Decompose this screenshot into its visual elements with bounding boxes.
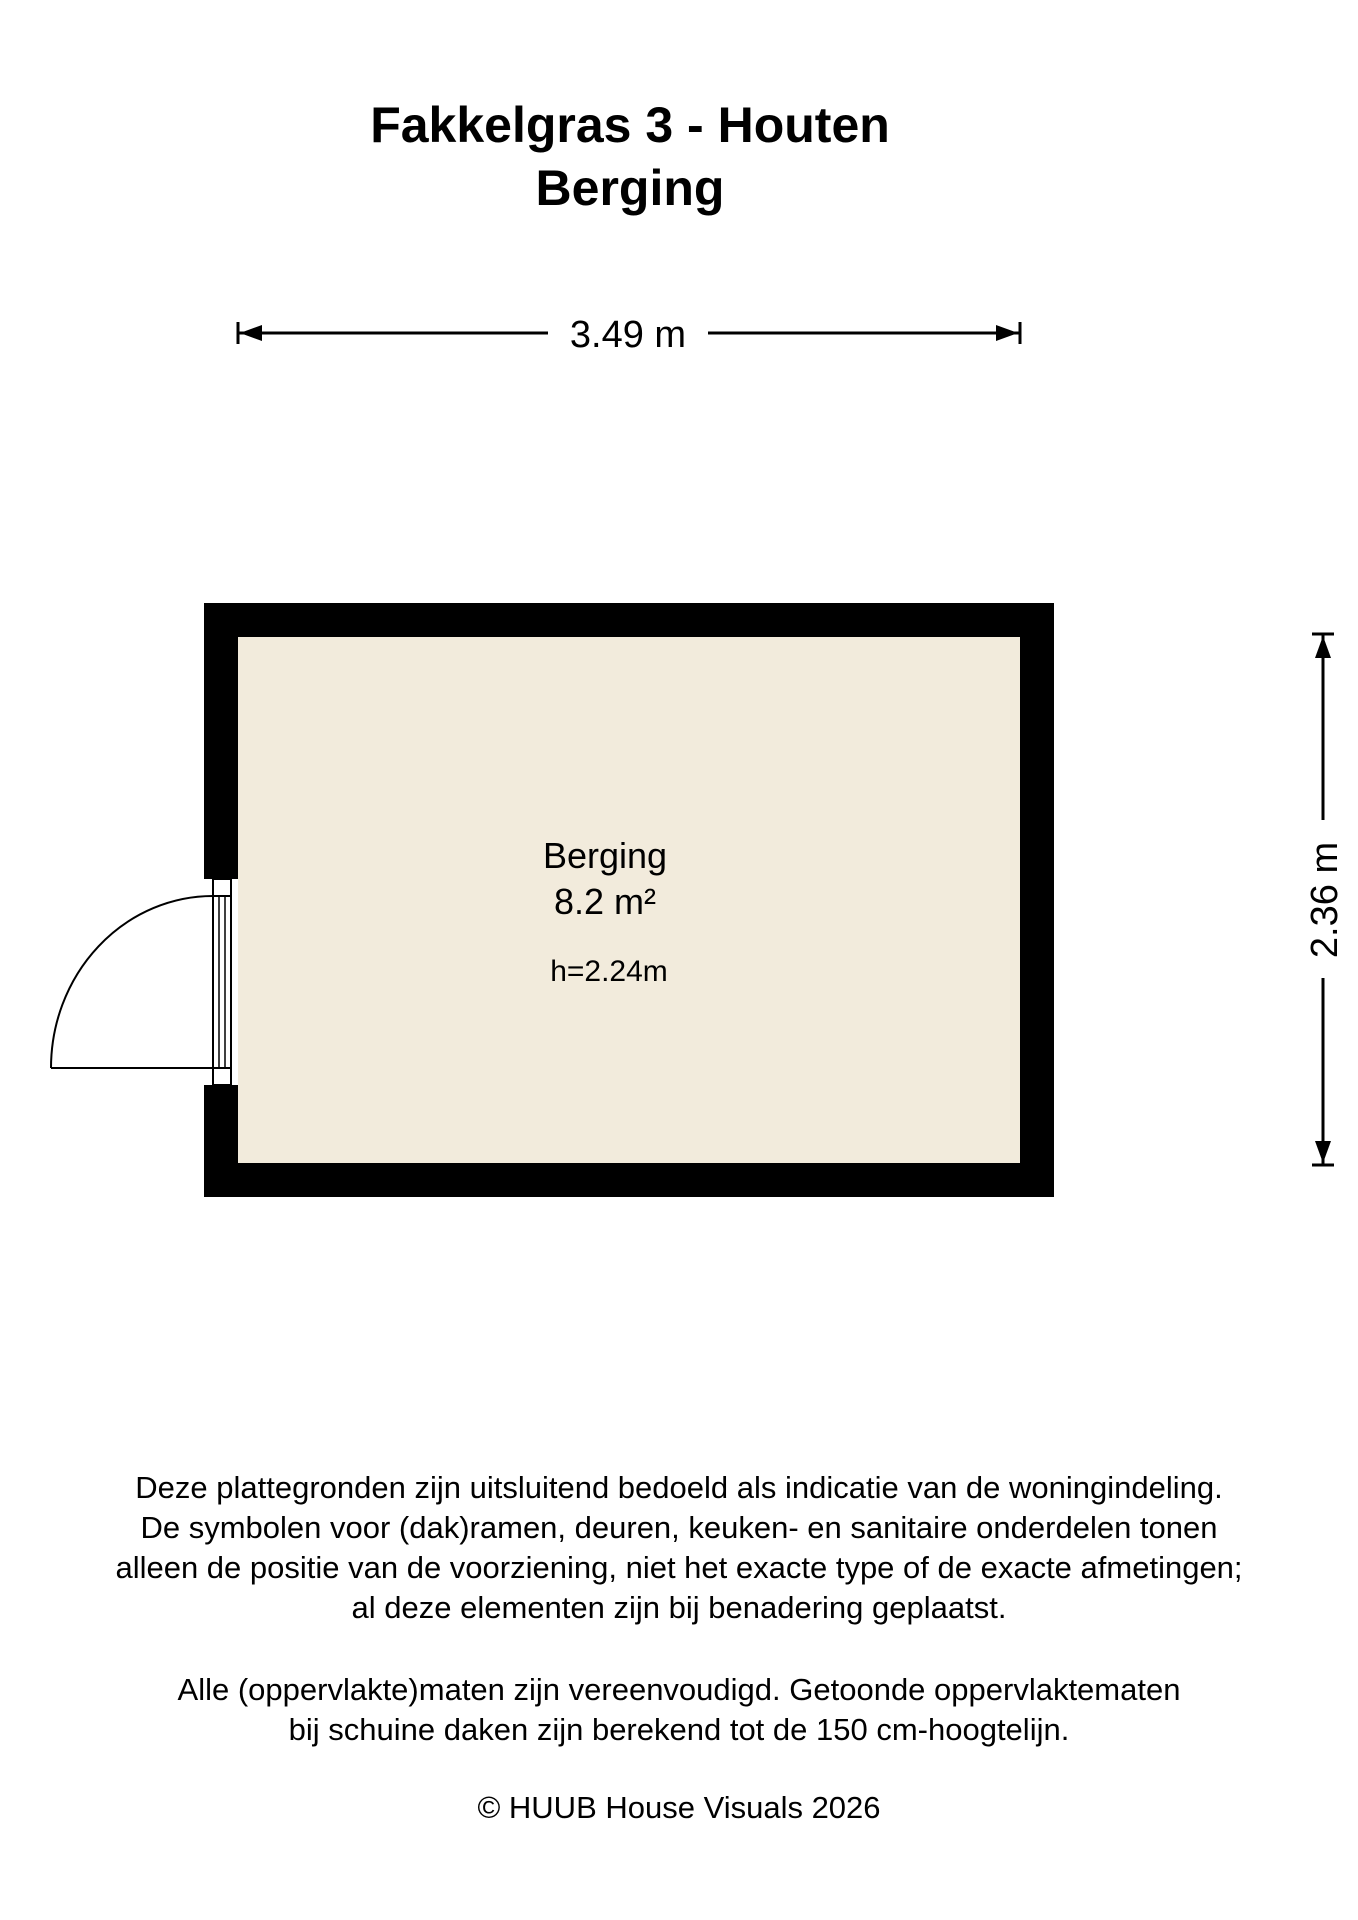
width-dimension — [238, 314, 1020, 356]
height-dimension — [1304, 634, 1346, 1165]
wall-top — [204, 603, 1054, 637]
door-frame — [213, 879, 231, 1085]
room-name-label: Berging — [542, 835, 668, 876]
room-area-label: 8.2 m² — [553, 881, 657, 922]
width-arrow-right-icon — [996, 325, 1018, 341]
disclaimer-line: De symbolen voor (dak)ramen, deuren, keuken- en sanitaire onderdelen tonen — [140, 1510, 1218, 1545]
width-dimension-label: 3.49 m — [569, 314, 687, 356]
disclaimer-line: Alle (oppervlakte)maten zijn vereenvoudigd. Getoonde oppervlaktematen — [177, 1672, 1181, 1707]
copyright-notice: © HUUB House Visuals 2026 — [477, 1790, 881, 1825]
door-swing-arc — [51, 896, 213, 1068]
disclaimer-line: alleen de positie van de voorziening, niet het exacte type of de exacte afmetingen; — [115, 1550, 1243, 1585]
height-arrow-up-icon — [1315, 636, 1331, 658]
disclaimer-line: al deze elementen zijn bij benadering geplaatst. — [351, 1590, 1007, 1625]
height-dimension-label: 2.36 m — [1304, 841, 1346, 959]
disclaimer-line: Deze plattegronden zijn uitsluitend bedoeld als indicatie van de woningindeling. — [135, 1470, 1223, 1505]
width-arrow-left-icon — [240, 325, 262, 341]
height-arrow-down-icon — [1315, 1141, 1331, 1163]
wall-left-lower — [204, 1085, 238, 1197]
wall-left-upper — [204, 603, 238, 879]
plan-title-address: Fakkelgras 3 - Houten — [370, 97, 890, 153]
wall-right — [1020, 603, 1054, 1197]
wall-bottom — [204, 1163, 1054, 1197]
plan-title-floor: Berging — [535, 160, 725, 216]
disclaimer-line: bij schuine daken zijn berekend tot de 150 cm-hoogtelijn. — [288, 1712, 1070, 1747]
door — [51, 879, 231, 1085]
disclaimer-paragraph-2 — [0, 1670, 1358, 1750]
room-ceiling-height-label: h=2.24m — [550, 955, 668, 988]
disclaimer-paragraph-1 — [0, 1468, 1358, 1628]
